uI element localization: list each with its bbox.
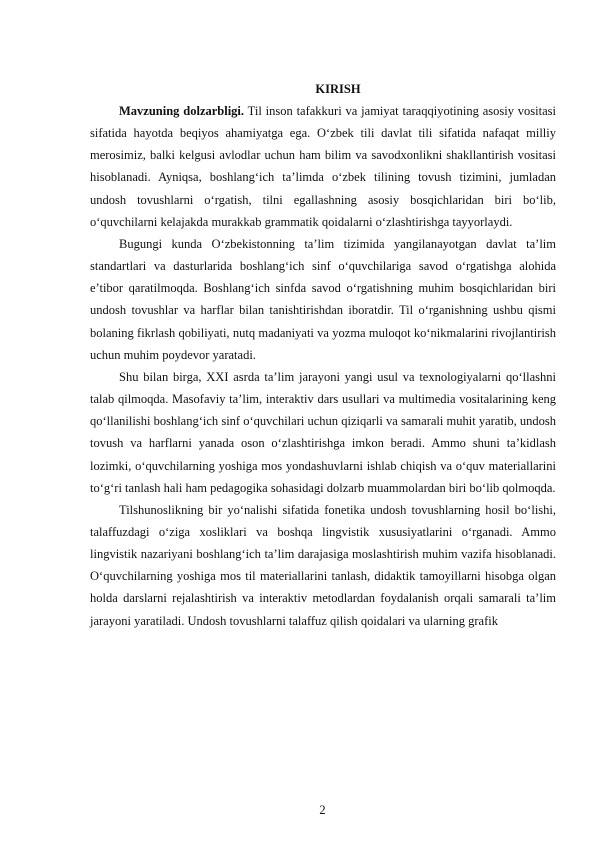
section-heading: KIRISH (315, 82, 361, 96)
paragraph-text: Til inson tafakkuri va jamiyat taraqqiyotining asosiy vositasi sifatida hayotda beqiyos ahamiyatga ega. O‘zbek tili davlat tili sifatida nafaqat milliy merosimiz, balki kelgusi avlodlar uchun ham bilim va savodxonlikni shakllantirish vositasi hisoblanadi. Ayniqsa, boshlang‘ich ta’limda o‘zbek tilining tovush tizimini, jumladan undosh tovushlarni o‘rgatish, tilni egallashning asosiy bosqichlaridan biri bo‘lib, o‘quvchilarni kelajakda murakkab grammatik qoidalarni o‘zlashtirishga tayyorlaydi. (90, 104, 556, 229)
paragraph-lead: Mavzuning dolzarbligi. (119, 104, 245, 118)
paragraph-text: Bugungi kunda O‘zbekistonning ta’lim tizimida yangilanayotgan davlat ta’lim standartlari va dasturlarida boshlang‘ich sinf o‘quvchilariga savod o‘rgatishga alohida e’tibor qaratilmoqda. Boshlang‘ich sinfda savod o‘rgatishning muhim bosqichlaridan biri undosh tovushlar va harflar bilan tanishtirishdan iboratdir. Til o‘rganishning ushbu qismi bolaning fikrlash qobiliyati, nutq madaniyati va yozma muloqot ko‘nikmalarini rivojlantirish uchun muhim poydevor yaratadi. (90, 236, 556, 362)
paragraph-1 (90, 100, 556, 233)
paragraph-2 (90, 233, 556, 366)
page-number: 2 (319, 803, 326, 817)
paragraph-text: Tilshunoslikning bir yo‘nalishi sifatida fonetika undosh tovushlarning hosil bo‘lishi, talaffuzdagi o‘ziga xosliklari va boshqa lingvistik xususiyatlarini o‘rganadi. Ammo lingvistik nazariyani boshlang‘ich ta’lim darajasiga moslashtirish muhim vazifa hisoblanadi. O‘quvchilarning yoshiga mos til materiallarini tanlash, didaktik tamoyillarni hisobga olgan holda darslarni rejalashtirish va interaktiv metodlardan foydalanish orqali samarali ta’lim jarayoni yaratiladi. Undosh tovushlarni talaffuz qilish qoidalari va ularning grafik (90, 502, 556, 628)
paragraph-3 (90, 366, 556, 499)
paragraph-text: Shu bilan birga, XXI asrda ta’lim jarayoni yangi usul va texnologiyalarni qo‘llashni talab qilmoqda. Masofaviy ta’lim, interaktiv dars usullari va multimedia vositalarining keng qo‘llanilishi boshlang‘ich sinf o‘quvchilari uchun qiziqarli va samarali muhit yaratib, undosh tovush va harflarni yanada oson o‘zlashtirishga imkon beradi. Ammo shuni ta’kidlash lozimki, o‘quvchilarning yoshiga mos yondashuvlarni ishlab chiqish va o‘quv materiallarini to‘g‘ri tanlash hali ham pedagogika sohasidagi dolzarb muammolardan biri bo‘lib qolmoqda. (90, 369, 556, 495)
paragraph-4 (90, 499, 556, 632)
document-body (90, 78, 556, 632)
